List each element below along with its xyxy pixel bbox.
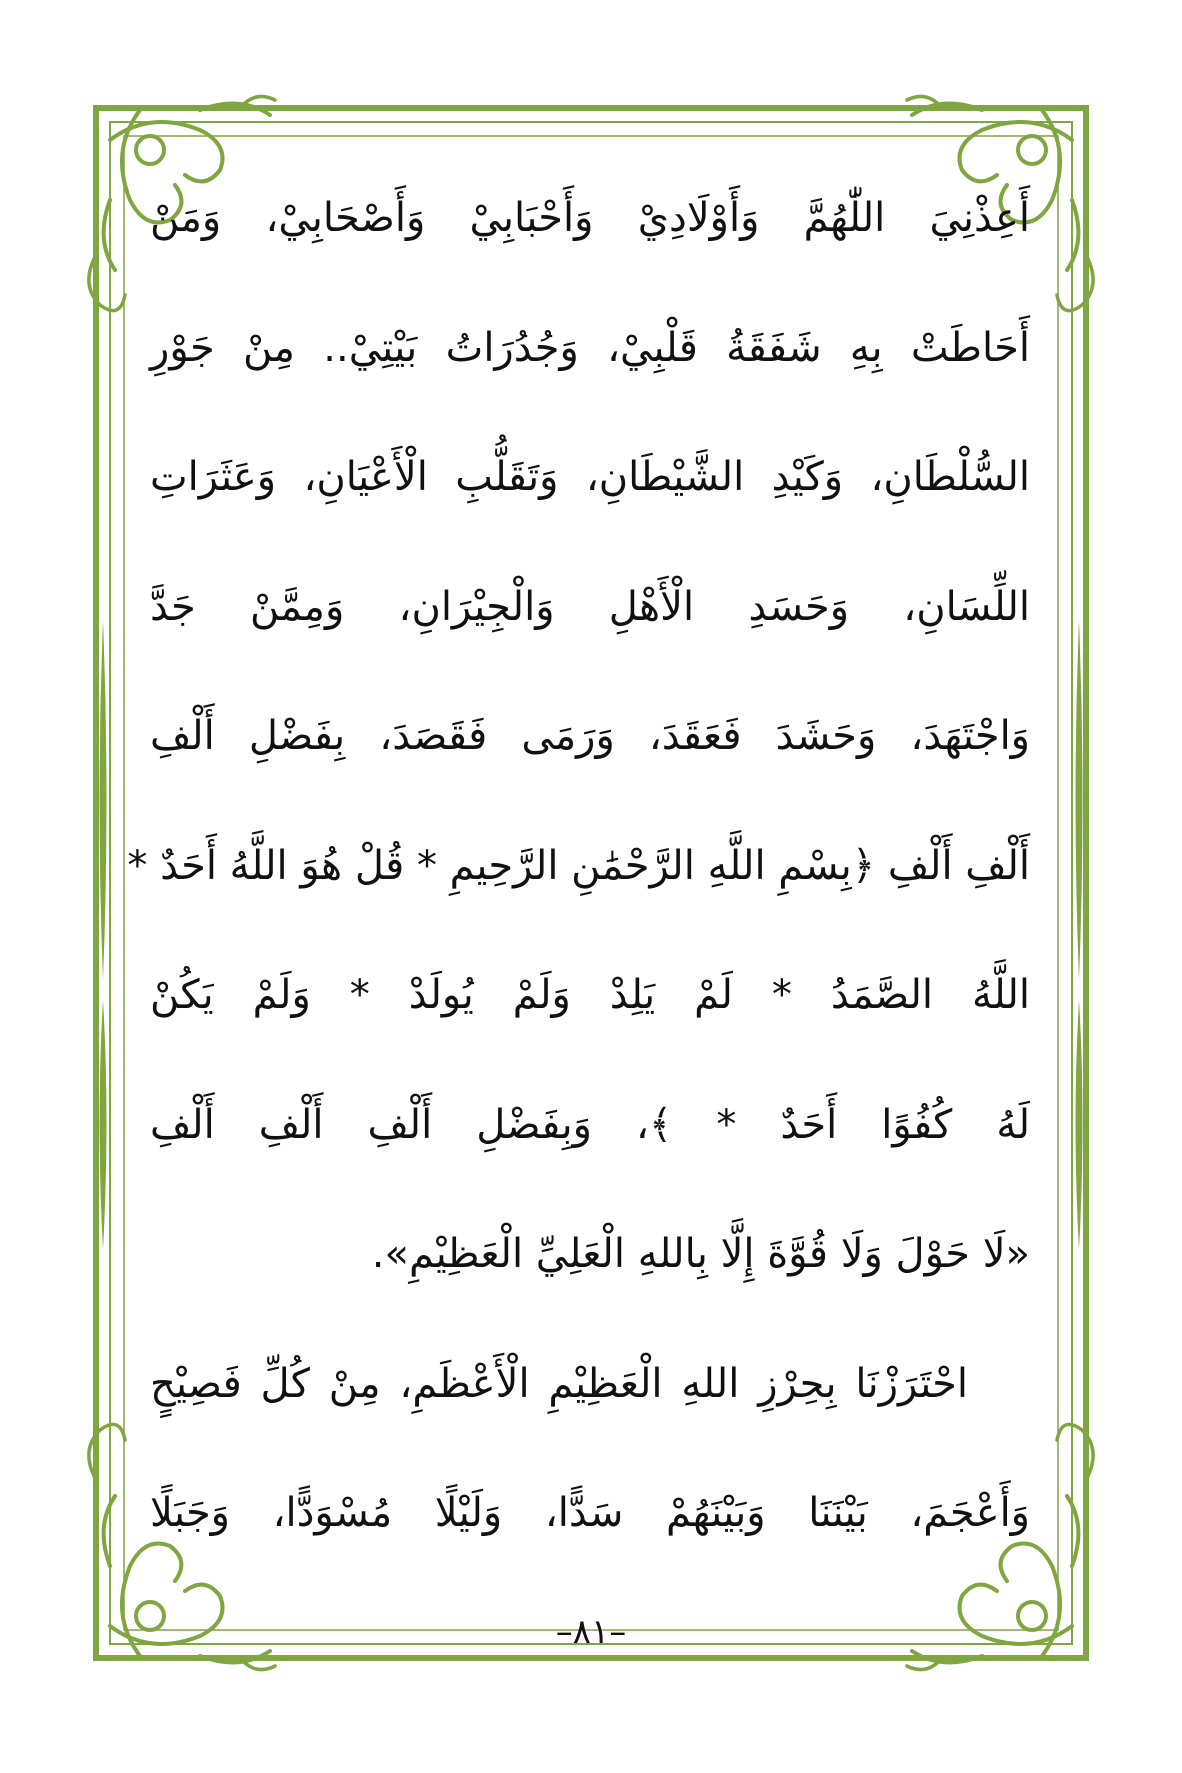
text-line: «لَا حَوْلَ وَلَا قُوَّةَ إِلَّا بِاللهِ الْعَلِيِّ الْعَظِيْمِ». bbox=[371, 1231, 1030, 1277]
text-line: وَأَعْجَمَ، بَيْنَنَا وَبَيْنَهُمْ سَدًّا، وَلَيْلًا مُسْوَدًّا، وَجَبَلًا bbox=[150, 1490, 1030, 1536]
text-line: وَاجْتَهَدَ، وَحَشَدَ فَعَقَدَ، وَرَمَى فَقَصَدَ، بِفَضْلِ أَلْفِ bbox=[150, 713, 1030, 759]
text-line: أَلْفِ أَلْفِ ﴿بِسْمِ اللَّهِ الرَّحْمَٰنِ الرَّحِيمِ * قُلْ هُوَ اللَّهُ أَحَدٌ * bbox=[127, 842, 1030, 889]
page-number: –٨١– bbox=[555, 1612, 627, 1652]
supplication-text-block bbox=[127, 168, 1030, 1593]
text-line: لَهُ كُفُوًا أَحَدٌ * ﴾، وَبِفَضْلِ أَلْفِ أَلْفِ أَلْفِ bbox=[150, 1101, 1030, 1148]
text-line: احْتَرَزْنَا بِحِرْزِ اللهِ الْعَظِيْمِ الْأَعْظَمِ، مِنْ كُلِّ فَصِيْحٍ bbox=[150, 1360, 968, 1407]
text-line: السُّلْطَانِ، وَكَيْدِ الشَّيْطَانِ، وَتَقَلُّبِ الْأَعْيَانِ، وَعَثَرَاتِ bbox=[150, 454, 1030, 500]
text-line: اللَّهُ الصَّمَدُ * لَمْ يَلِدْ وَلَمْ يُولَدْ * وَلَمْ يَكُنْ bbox=[150, 972, 1030, 1018]
text-line: أَحَاطَتْ بِهِ شَفَقَةُ قَلْبِيْ، وَجُدُرَاتُ بَيْتِيْ.. مِنْ جَوْرِ bbox=[150, 324, 1030, 371]
text-line: أَعِذْنِيَ اللّٰهُمَّ وَأَوْلَادِيْ وَأَحْبَابِيْ وَأَصْحَابِيْ، وَمَنْ bbox=[150, 195, 1030, 241]
text-line: اللِّسَانِ، وَحَسَدِ الْأَهْلِ وَالْجِيْرَانِ، وَمِمَّنْ جَدَّ bbox=[150, 583, 1030, 630]
